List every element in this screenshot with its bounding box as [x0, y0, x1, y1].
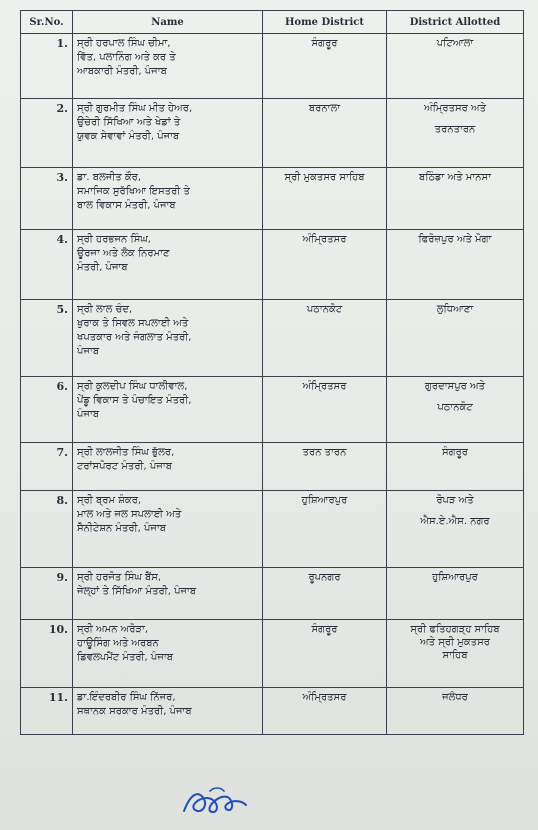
minister-name-cell [73, 300, 263, 377]
header-home-district: Home District [263, 11, 387, 34]
minister-name-cell [73, 34, 263, 99]
table-row [21, 99, 524, 168]
minister-name: ਸ੍ਰੀ ਲਾਲਜੀਤ ਸਿੰਘ ਭੁੱਲਰ, [77, 447, 175, 458]
district-allotted: ਐਸ.ਏ.ਐਸ. ਨਗਰ [420, 516, 490, 527]
header-name: Name [73, 11, 263, 34]
district-allotted: ਬਠਿੰਡਾ ਅਤੇ ਮਾਨਸਾ [419, 172, 491, 183]
district-allotted: ਲੁਧਿਆਣਾ [436, 304, 474, 315]
minister-name: ਸ੍ਰੀ ਗੁਰਮੀਤ ਸਿੰਘ ਮੀਤ ਹੇਅਰ, [77, 103, 193, 114]
minister-name: ਸ੍ਰੀ ਹਰਭਜਨ ਸਿੰਘ, [77, 234, 151, 245]
home-district: ਅੰਮ੍ਰਿਤਸਰ [263, 377, 387, 443]
home-district: ਅੰਮ੍ਰਿਤਸਰ [263, 688, 387, 735]
serial-number: 6. [21, 377, 73, 443]
district-allotted-cell [387, 443, 524, 491]
home-district: ਸੰਗਰੂਰ [263, 34, 387, 99]
table-row [21, 34, 524, 99]
district-allotted-cell [387, 620, 524, 688]
district-allotted: ਜਲੰਧਰ [442, 692, 468, 703]
minister-name-cell [73, 443, 263, 491]
home-district: ਸ੍ਰੀ ਮੁਕਤਸਰ ਸਾਹਿਬ [263, 168, 387, 230]
minister-name: ਸ੍ਰੀ ਲਾਲ ਚੰਦ, [77, 304, 133, 315]
district-allotted-cell [387, 34, 524, 99]
district-allotment-table [20, 10, 524, 735]
minister-name-cell [73, 99, 263, 168]
minister-name: ਸ੍ਰੀ ਹਰਪਾਲ ਸਿੰਘ ਚੀਮਾ, [77, 38, 171, 49]
minister-name: ਸ੍ਰੀ ਕੁਲਦੀਪ ਸਿੰਘ ਧਾਲੀਵਾਲ, [77, 381, 188, 392]
table-header-row [21, 11, 524, 34]
home-district: ਬਰਨਾਲਾ [263, 99, 387, 168]
portfolio-line: ਮੰਤਰੀ, ਪੰਜਾਬ [77, 262, 128, 273]
district-allotted-cell [387, 377, 524, 443]
table-row [21, 620, 524, 688]
serial-number: 8. [21, 491, 73, 568]
portfolio-line: ਜੇਲ੍ਹਾਂ ਤੇ ਸਿੱਖਿਆ ਮੰਤਰੀ, ਪੰਜਾਬ [77, 586, 197, 597]
district-allotted-cell [387, 99, 524, 168]
home-district: ਰੂਪਨਗਰ [263, 568, 387, 620]
home-district: ਤਰਨ ਤਾਰਨ [263, 443, 387, 491]
district-allotted: ਗੁਰਦਾਸਪੁਰ ਅਤੇ [424, 381, 486, 392]
portfolio-line: ਪੇਂਡੂ ਵਿਕਾਸ ਤੇ ਪੰਚਾਇਤ ਮੰਤਰੀ, [77, 395, 192, 406]
serial-number: 2. [21, 99, 73, 168]
district-allotted: ਤਰਨਤਾਰਨ [434, 124, 476, 135]
table-row [21, 568, 524, 620]
home-district: ਹੁਸ਼ਿਆਰਪੁਰ [263, 491, 387, 568]
district-allotted: ਅਤੇ ਸ੍ਰੀ ਮੁਕਤਸਰ [420, 637, 490, 648]
minister-name-cell [73, 491, 263, 568]
district-allotted: ਪਠਾਨਕੋਟ [437, 402, 473, 413]
portfolio-line: ਹਾਊਸਿੰਗ ਅਤੇ ਅਰਬਨ [77, 638, 159, 649]
district-allotted: ਰੋਪੜ ਅਤੇ [436, 495, 474, 506]
district-allotted: ਫਿਰੋਜ਼ਪੁਰ ਅਤੇ ਮੋਗਾ [418, 234, 492, 245]
portfolio-line: ਪੰਜਾਬ [77, 409, 100, 420]
district-allotted: ਪਟਿਆਲਾ [436, 38, 474, 49]
serial-number: 9. [21, 568, 73, 620]
table-row [21, 230, 524, 300]
minister-name-cell [73, 168, 263, 230]
district-allotted: ਸ੍ਰੀ ਫਤਿਹਗੜ੍ਹ ਸਾਹਿਬ [410, 624, 500, 635]
portfolio-line: ਡਿਵਲਪਮੈਂਟ ਮੰਤਰੀ, ਪੰਜਾਬ [77, 652, 173, 663]
serial-number: 1. [21, 34, 73, 99]
portfolio-line: ਸਥਾਨਕ ਸਰਕਾਰ ਮੰਤਰੀ, ਪੰਜਾਬ [77, 706, 192, 717]
serial-number: 10. [21, 620, 73, 688]
portfolio-line: ਵਿੱਤ, ਪਲਾਨਿੰਗ ਅਤੇ ਕਰ ਤੇ [77, 52, 176, 63]
header-district-allotted: District Allotted [387, 11, 524, 34]
portfolio-line: ਟਰਾਂਸਪੋਰਟ ਮੰਤਰੀ, ਪੰਜਾਬ [77, 461, 172, 472]
table-row [21, 300, 524, 377]
minister-name-cell [73, 620, 263, 688]
district-allotted: ਹੁਸ਼ਿਆਰਪੁਰ [432, 572, 478, 583]
table-row [21, 443, 524, 491]
serial-number: 4. [21, 230, 73, 300]
home-district: ਪਠਾਨਕੋਟ [263, 300, 387, 377]
portfolio-line: ਊਰਜਾ ਅਤੇ ਲੋਕ ਨਿਰਮਾਣ [77, 248, 170, 259]
table-row [21, 168, 524, 230]
portfolio-line: ਮਾਲ ਅਤੇ ਜਲ ਸਪਲਾਈ ਅਤੇ [77, 509, 182, 520]
portfolio-line: ਪੰਜਾਬ [77, 346, 100, 357]
header-sr-no: Sr.No. [21, 11, 73, 34]
portfolio-line: ਉਚੇਰੀ ਸਿੱਖਿਆ ਅਤੇ ਖੇਡਾਂ ਤੇ [77, 117, 181, 128]
table-row [21, 491, 524, 568]
serial-number: 11. [21, 688, 73, 735]
portfolio-line: ਖਪਤਕਾਰ ਅਤੇ ਜੰਗਲਾਤ ਮੰਤਰੀ, [77, 332, 192, 343]
minister-name: ਸ੍ਰੀ ਹਰਜੋਤ ਸਿੰਘ ਬੈਂਸ, [77, 572, 162, 583]
minister-name: ਡਾ.ਇੰਦਰਬੀਰ ਸਿੰਘ ਨਿੱਜਰ, [77, 692, 176, 703]
portfolio-line: ਆਬਕਾਰੀ ਮੰਤਰੀ, ਪੰਜਾਬ [77, 66, 167, 77]
district-allotted-cell [387, 568, 524, 620]
home-district: ਅੰਮ੍ਰਿਤਸਰ [263, 230, 387, 300]
home-district: ਸੰਗਰੂਰ [263, 620, 387, 688]
portfolio-line: ਸੈਨੀਟੇਸ਼ਨ ਮੰਤਰੀ, ਪੰਜਾਬ [77, 523, 167, 534]
minister-name-cell [73, 688, 263, 735]
district-allotted: ਸਾਹਿਬ [442, 650, 468, 661]
portfolio-line: ਸਮਾਜਿਕ ਸੁਰੱਖਿਆ ਇਸਤਰੀ ਤੇ [77, 186, 190, 197]
minister-name-cell [73, 377, 263, 443]
table-row [21, 688, 524, 735]
minister-name: ਸ੍ਰੀ ਅਮਨ ਅਰੋੜਾ, [77, 624, 149, 635]
serial-number: 7. [21, 443, 73, 491]
portfolio-line: ਖੁਰਾਕ ਤੇ ਸਿਵਲ ਸਪਲਾਈ ਅਤੇ [77, 318, 189, 329]
minister-name-cell [73, 568, 263, 620]
table-row [21, 377, 524, 443]
district-allotted: ਅੰਮ੍ਰਿਤਸਰ ਅਤੇ [423, 103, 487, 114]
district-allotted-cell [387, 300, 524, 377]
serial-number: 5. [21, 300, 73, 377]
district-allotted-cell [387, 168, 524, 230]
district-allotted: ਸੰਗਰੂਰ [441, 447, 469, 458]
serial-number: 3. [21, 168, 73, 230]
signature [180, 785, 250, 821]
minister-name: ਸ੍ਰੀ ਬ੍ਰਮ ਸ਼ੰਕਰ, [77, 495, 142, 506]
district-allotted-cell [387, 491, 524, 568]
district-allotted-cell [387, 230, 524, 300]
district-allotted-cell [387, 688, 524, 735]
portfolio-line: ਯੁਵਕ ਸੇਵਾਵਾਂ ਮੰਤਰੀ, ਪੰਜਾਬ [77, 131, 180, 142]
minister-name-cell [73, 230, 263, 300]
minister-name: ਡਾ. ਬਲਜੀਤ ਕੌਰ, [77, 172, 142, 183]
portfolio-line: ਬਾਲ ਵਿਕਾਸ ਮੰਤਰੀ, ਪੰਜਾਬ [77, 200, 176, 211]
